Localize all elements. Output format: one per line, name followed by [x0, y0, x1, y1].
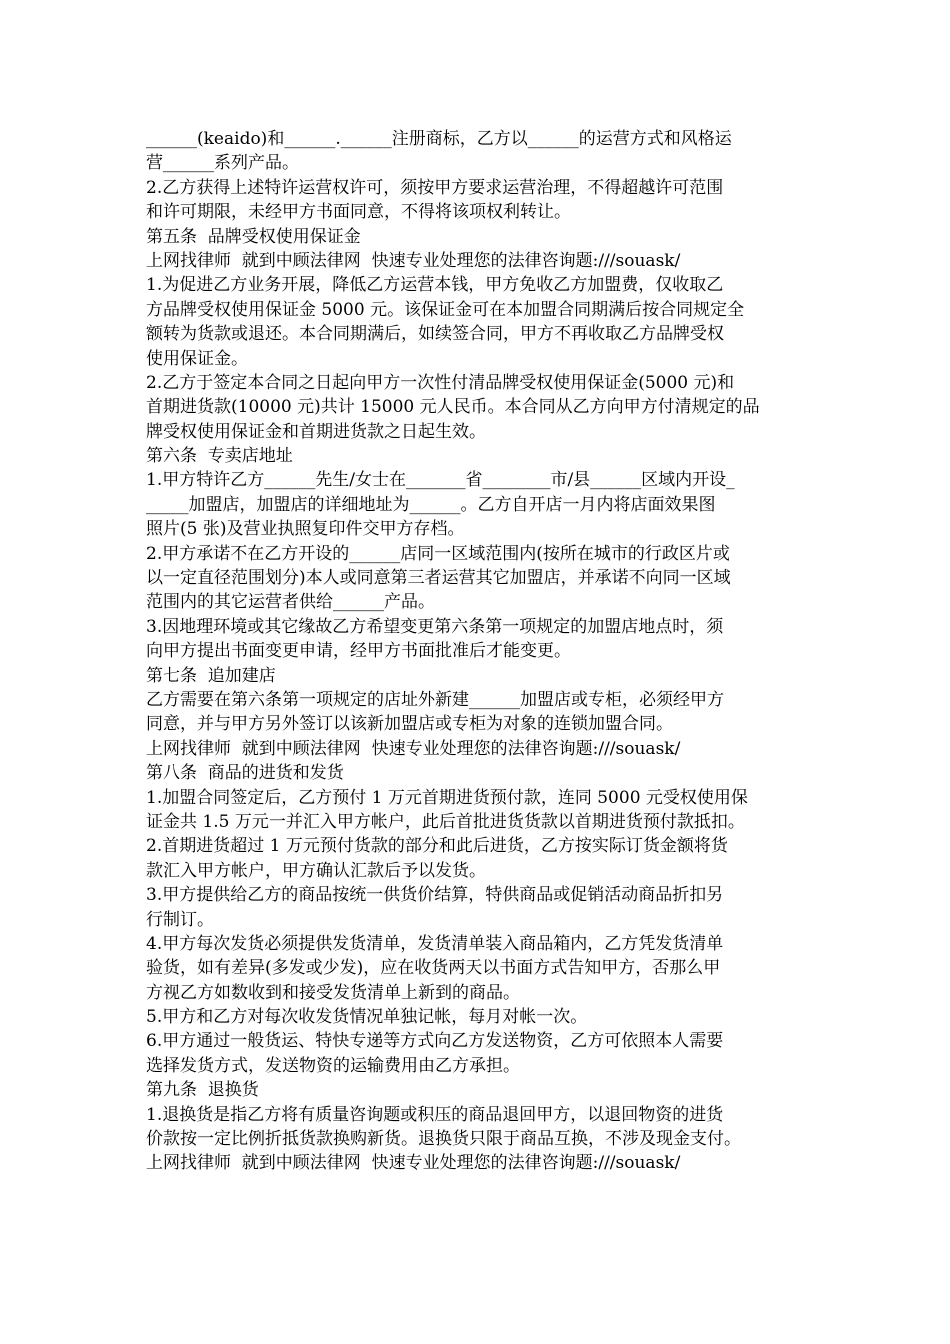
section-heading-7: 第七条 追加建店	[146, 665, 276, 686]
body-line: 照片(5 张)及营业执照复印件交甲方存档。	[146, 519, 465, 540]
body-line: 证金共 1.5 万元一并汇入甲方帐户，此后首批进货货款以首期进货预付款抵扣。	[146, 811, 745, 832]
body-line: 1.甲方特许乙方______先生/女士在_______省________市/县______区域内开设_	[146, 470, 735, 491]
body-line: ______(keaido)和______.______注册商标，乙方以______的运营方式和风格运	[146, 129, 732, 149]
section-heading-9: 第九条 退换货	[146, 1080, 259, 1101]
body-line: 范围内的其它运营者供给______产品。	[146, 592, 435, 613]
body-line: 行制订。	[146, 909, 214, 930]
body-line: 营______系列产品。	[146, 153, 299, 174]
body-line: 向甲方提出书面变更申请，经甲方书面批准后才能变更。	[146, 641, 571, 662]
document-body	[146, 127, 816, 1176]
body-line: 2.乙方于签定本合同之日起向甲方一次性付清品牌受权使用保证金(5000 元)和	[146, 372, 735, 393]
body-line: 同意，并与甲方另外签订以该新加盟店或专柜为对象的连锁加盟合同。	[146, 714, 673, 735]
body-line: 以一定直径范围划分)本人或同意第三者运营其它加盟店，并承诺不向同一区域	[146, 568, 731, 589]
body-line: 乙方需要在第六条第一项规定的店址外新建______加盟店或专柜，必须经甲方	[146, 689, 724, 710]
body-line: 2.首期进货超过 1 万元预付货款的部分和此后进货，乙方按实际订货金额将货	[146, 836, 728, 857]
body-line: 首期进货款(10000 元)共计 15000 元人民币。本合同从乙方向甲方付清规定的品	[146, 397, 760, 418]
body-line: 3.甲方提供给乙方的商品按统一供货价结算，特供商品或促销活动商品折扣另	[146, 885, 724, 906]
body-line: 方视乙方如数收到和接受发货清单上新到的商品。	[146, 982, 520, 1003]
body-line: 1.加盟合同签定后，乙方预付 1 万元首期进货预付款，连同 5000 元受权使用保	[146, 787, 748, 808]
section-heading-8: 第八条 商品的进货和发货	[146, 763, 344, 784]
ad-line: 上网找律师 就到中顾法律网 快速专业处理您的法律咨询题:///souask/	[146, 738, 681, 759]
body-line: 4.甲方每次发货必须提供发货清单，发货清单装入商品箱内，乙方凭发货清单	[146, 933, 724, 954]
body-line: 选择发货方式，发送物资的运输费用由乙方承担。	[146, 1055, 520, 1076]
body-line: 价款按一定比例折抵货款换购新货。退换货只限于商品互换，不涉及现金支付。	[146, 1129, 741, 1150]
body-line: 6.甲方通过一般货运、特快专递等方式向乙方发送物资，乙方可依照本人需要	[146, 1031, 724, 1052]
body-line: 款汇入甲方帐户，甲方确认汇款后予以发货。	[146, 860, 486, 881]
body-line: 和许可期限，未经甲方书面同意，不得将该项权利转让。	[146, 202, 571, 223]
body-line: 3.因地理环境或其它缘故乙方希望变更第六条第一项规定的加盟店地点时，须	[146, 616, 724, 637]
section-heading-6: 第六条 专卖店地址	[146, 446, 293, 467]
body-line: 使用保证金。	[146, 348, 248, 369]
ad-line: 上网找律师 就到中顾法律网 快速专业处理您的法律咨询题:///souask/	[146, 250, 681, 271]
section-heading-5: 第五条 品牌受权使用保证金	[146, 226, 361, 247]
body-line: 验货，如有差异(多发或少发)，应在收货两天以书面方式告知甲方，否那么甲	[146, 958, 721, 979]
body-line: 牌受权使用保证金和首期进货款之日起生效。	[146, 421, 486, 442]
ad-line: 上网找律师 就到中顾法律网 快速专业处理您的法律咨询题:///souask/	[146, 1153, 681, 1174]
body-line: 额转为货款或退还。本合同期满后，如续签合同，甲方不再收取乙方品牌受权	[146, 324, 724, 345]
body-line: _____加盟店，加盟店的详细地址为______。乙方自开店一月内将店面效果图	[146, 494, 716, 515]
body-line: 1.为促进乙方业务开展，降低乙方运营本钱，甲方免收乙方加盟费，仅收取乙	[146, 275, 724, 296]
body-line: 1.退换货是指乙方将有质量咨询题或积压的商品退回甲方，以退回物资的进货	[146, 1104, 724, 1125]
body-line: 2.甲方承诺不在乙方开设的______店同一区域范围内(按所在城市的行政区片或	[146, 543, 730, 564]
body-line: 方品牌受权使用保证金 5000 元。该保证金可在本加盟合同期满后按合同规定全	[146, 299, 745, 320]
body-line: 5.甲方和乙方对每次收发货情况单独记帐，每月对帐一次。	[146, 1007, 588, 1028]
body-line: 2.乙方获得上述特许运营权许可，须按甲方要求运营治理，不得超越许可范围	[146, 177, 724, 198]
